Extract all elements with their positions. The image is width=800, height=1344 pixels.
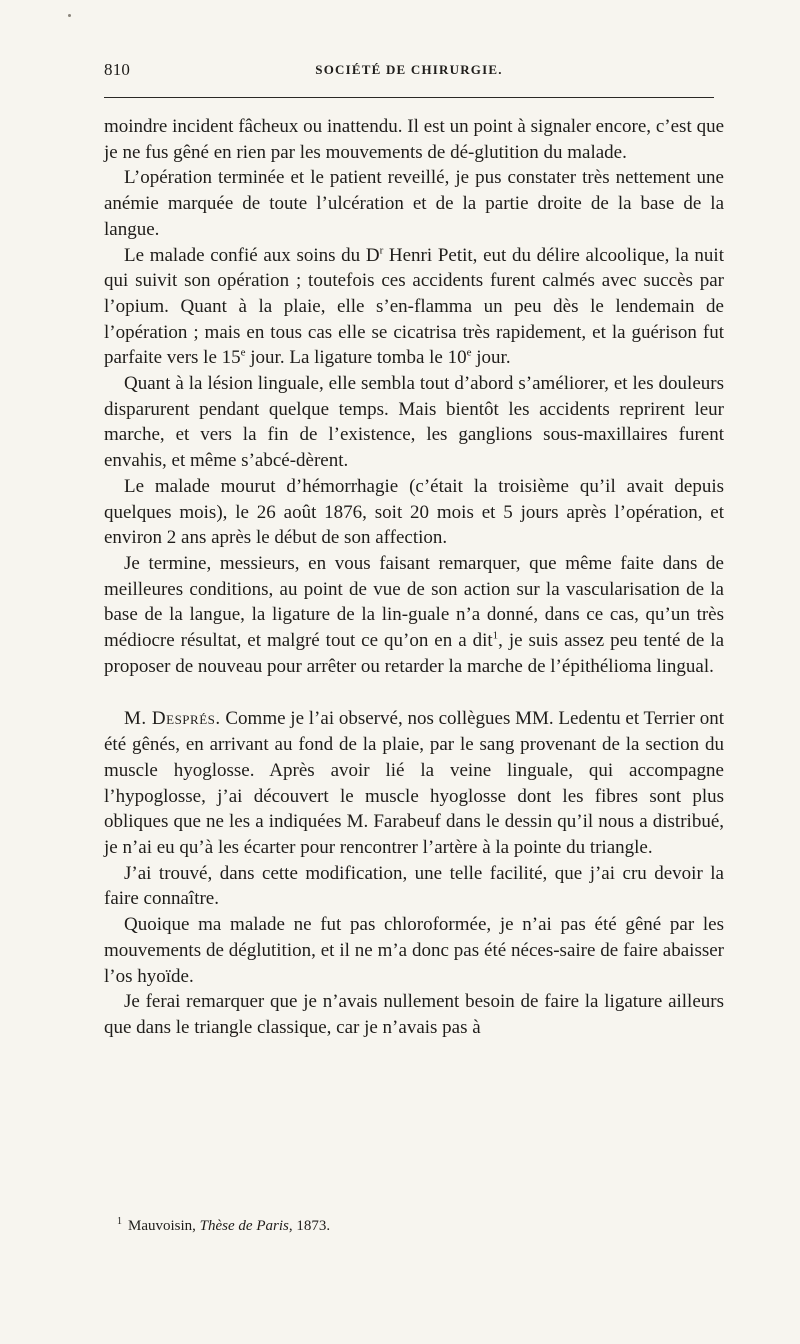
paragraph-1: moindre incident fâcheux ou inattendu. Il est un point à signaler encore, c’est que je ne fus gêné en rien par les mouvements de dé-glutition du malade.: [104, 116, 724, 163]
paragraph-6: [104, 551, 724, 680]
paragraph-10: Je ferai remarquer que je n’avais nullement besoin de faire la ligature ailleurs que dans le triangle classique, car je n’avais pas à: [104, 991, 724, 1038]
main-text: [104, 114, 724, 1041]
footnote-mark: 1: [117, 1216, 122, 1227]
superscript-e-2: e: [466, 347, 472, 359]
footnote-ref: 1: [492, 629, 499, 642]
footnote: [117, 1212, 717, 1236]
paragraph-3-text-d: jour.: [471, 347, 511, 369]
paragraph-3-text-a: Le malade confié aux soins du D: [124, 244, 380, 266]
paragraph-6-text-a: Je termine, messieurs, en vous faisant remarquer, que même faite dans de meilleures conditions, au point de vue de son action sur la vascularisation de la base de la langue, la ligature de la lin-guale n’a donné, dans ce cas, qu’un très médiocre résultat, et malgré tout ce qu’on en a dit: [104, 552, 724, 652]
margin-speck: [68, 14, 71, 17]
paragraph-6-text-b: , je suis assez peu tenté de la proposer de nouveau pour arrêter ou retarder la marche de l’épithélioma lingual.: [104, 630, 725, 677]
paragraph-3: [104, 243, 724, 372]
page-number: 810: [104, 60, 131, 79]
superscript-e-1: e: [240, 347, 246, 359]
footnote-year: , 1873.: [288, 1218, 331, 1234]
paragraph-8: J’ai trouvé, dans cette modification, une telle facilité, que j’ai cru devoir la faire connaître.: [104, 862, 724, 910]
footnote-author: Mauvoisin,: [128, 1218, 196, 1234]
paragraph-7: [104, 706, 724, 860]
section-gap: [104, 679, 724, 706]
footnote-title: Thèse de Paris: [199, 1218, 289, 1234]
paragraph-9: Quoique ma malade ne fut pas chloroformée, je n’ai pas été gêné par les mouvements de déglutition, et il ne m’a donc pas été néces-saire de faire abaisser l’os hyoïde.: [104, 914, 724, 987]
header-rule: [104, 97, 714, 98]
paragraph-4: Quant à la lésion linguale, elle sembla tout d’abord s’améliorer, et les douleurs disparurent pendant quelque temps. Mais bientôt les accidents reprirent leur marche, et vers la fin de l’existence, les ganglions sous-maxillaires furent envahis, et même s’abcé-dèrent.: [104, 373, 724, 472]
paragraph-3-text-c: jour. La ligature tomba le 10: [245, 347, 467, 369]
page-header: [104, 60, 714, 90]
running-title: SOCIÉTÉ DE CHIRURGIE.: [315, 62, 503, 77]
paragraph-2: L’opération terminée et le patient reveillé, je pus constater très nettement une anémie marquée de toute l’ulcération et de la partie droite de la base de la langue.: [104, 167, 724, 240]
speaker-name: M. Després.: [124, 708, 221, 730]
paragraph-3-text-b: Henri Petit, eut du délire alcoolique, la nuit qui suivit son opération ; toutefois ces accidents furent calmés avec succès par l’opium. Quant à la plaie, elle s’en-flamma un peu dès le lendemain de l’opération ; mais en tous cas elle se cicatrisa très rapidement, et la guérison fut parfaite vers le 15: [104, 244, 724, 369]
paragraph-7-text: Comme je l’ai observé, nos collègues MM. Ledentu et Terrier ont été gênés, en arrivant au fond de la plaie, par le sang provenant de la section du muscle hyoglosse. Après avoir lié la veine linguale, qui accompagne l’hypoglosse, j’ai découvert le muscle hyoglosse dont les fibres sont plus obliques que ne les a indiquées M. Farabeuf dans le dessin qu’il nous a distribué, je n’ai eu qu’à les écarter pour rencontrer l’artère à la pointe du triangle.: [104, 708, 724, 858]
superscript-r: r: [379, 244, 384, 257]
paragraph-5: Le malade mourut d’hémorrhagie (c’était la troisième qu’il avait depuis quelques mois), le 26 août 1876, soit 20 mois et 5 jours après l’opération, et environ 2 ans après le début de son affection.: [104, 475, 724, 549]
